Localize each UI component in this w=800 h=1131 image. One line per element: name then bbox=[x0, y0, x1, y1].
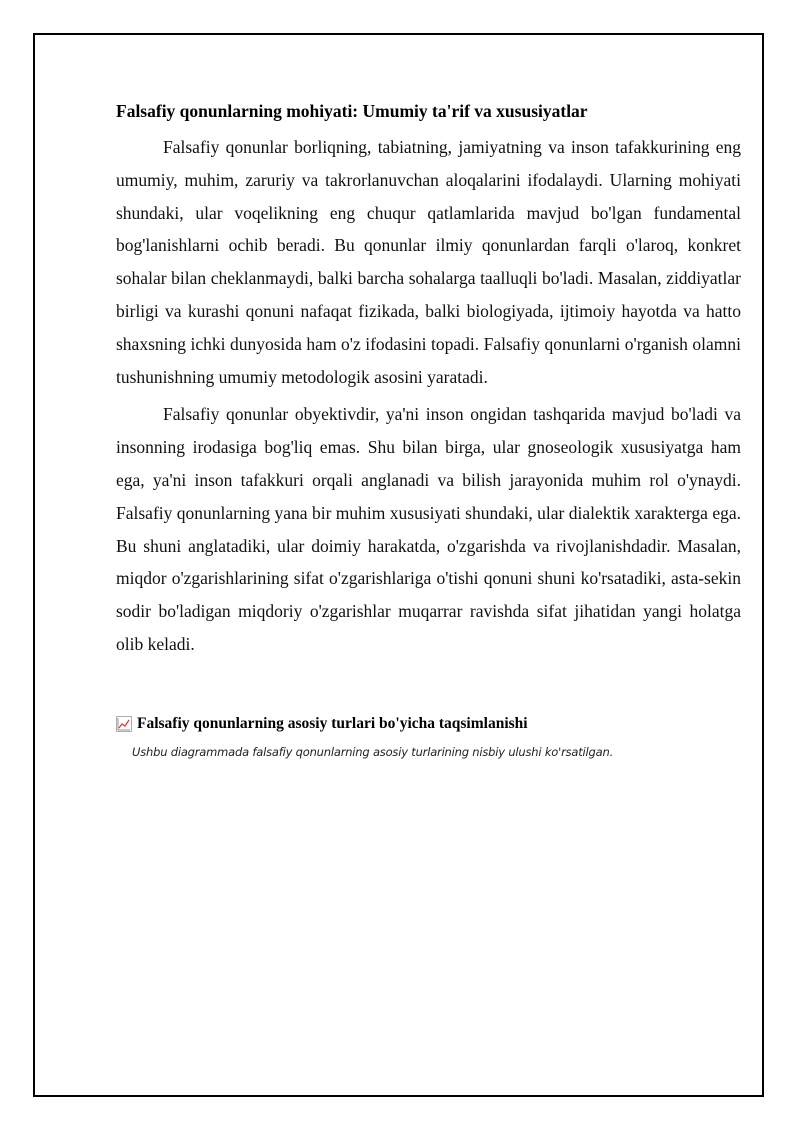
paragraph-1: Falsafiy qonunlar borliqning, tabiatning, jamiyatning va inson tafakkurining eng umumiy, muhim, zaruriy va takrorlanuvchan aloqalarini ifodalaydi. Ularning mohiyati shundaki, ular voqelikning eng chuqur qatlamlarida mavjud bo'lgan fundamental bog'lanishlarni ochib beradi. Bu qonunlar ilmiy qonunlardan farqli o'laroq, konkret sohalar bilan cheklanmaydi, balki barcha sohalarga taalluqli bo'ladi. Masalan, ziddiyatlar birligi va kurashi qonuni nafaqat fizikada, balki biologiyada, ijtimoiy hayotda va hatto shaxsning ichki dunyosida ham o'z ifodasini topadi. Falsafiy qonunlarni o'rganish olamni tushunishning umumiy metodologik asosini yaratadi. bbox=[116, 137, 741, 387]
chart-caption: Ushbu diagrammada falsafiy qonunlarning asosiy turlarining nisbiy ulushi ko'rsatilgan. bbox=[132, 745, 614, 759]
chart-increasing-icon bbox=[116, 716, 132, 732]
paragraph-2: Falsafiy qonunlar obyektivdir, ya'ni inson ongidan tashqarida mavjud bo'ladi va insonning irodasiga bog'liq emas. Shu bilan birga, ular gnoseologik xususiyatga ham ega, ya'ni inson tafakkuri orqali anglanadi va bilish jarayonida muhim rol o'ynaydi. Falsafiy qonunlarning yana bir muhim xususiyati shundaki, ular dialektik xarakterga ega. Bu shuni anglatadiki, ular doimiy harakatda, o'zgarishda va rivojlanishdadir. Masalan, miqdor o'zgarishlarining sifat o'zgarishlariga o'tishi qonuni shuni ko'rsatadiki, asta-sekin sodir bo'ladigan miqdoriy o'zgarishlar muqarrar ravishda sifat jihatidan yangi holatga olib keladi. bbox=[116, 404, 741, 654]
section-heading: Falsafiy qonunlarning mohiyati: Umumiy ta'rif va xususiyatlar bbox=[116, 101, 588, 121]
chart-title-row bbox=[116, 715, 756, 733]
document-body bbox=[116, 99, 741, 666]
chart-title: Falsafiy qonunlarning asosiy turlari bo'yicha taqsimlanishi bbox=[137, 715, 528, 732]
